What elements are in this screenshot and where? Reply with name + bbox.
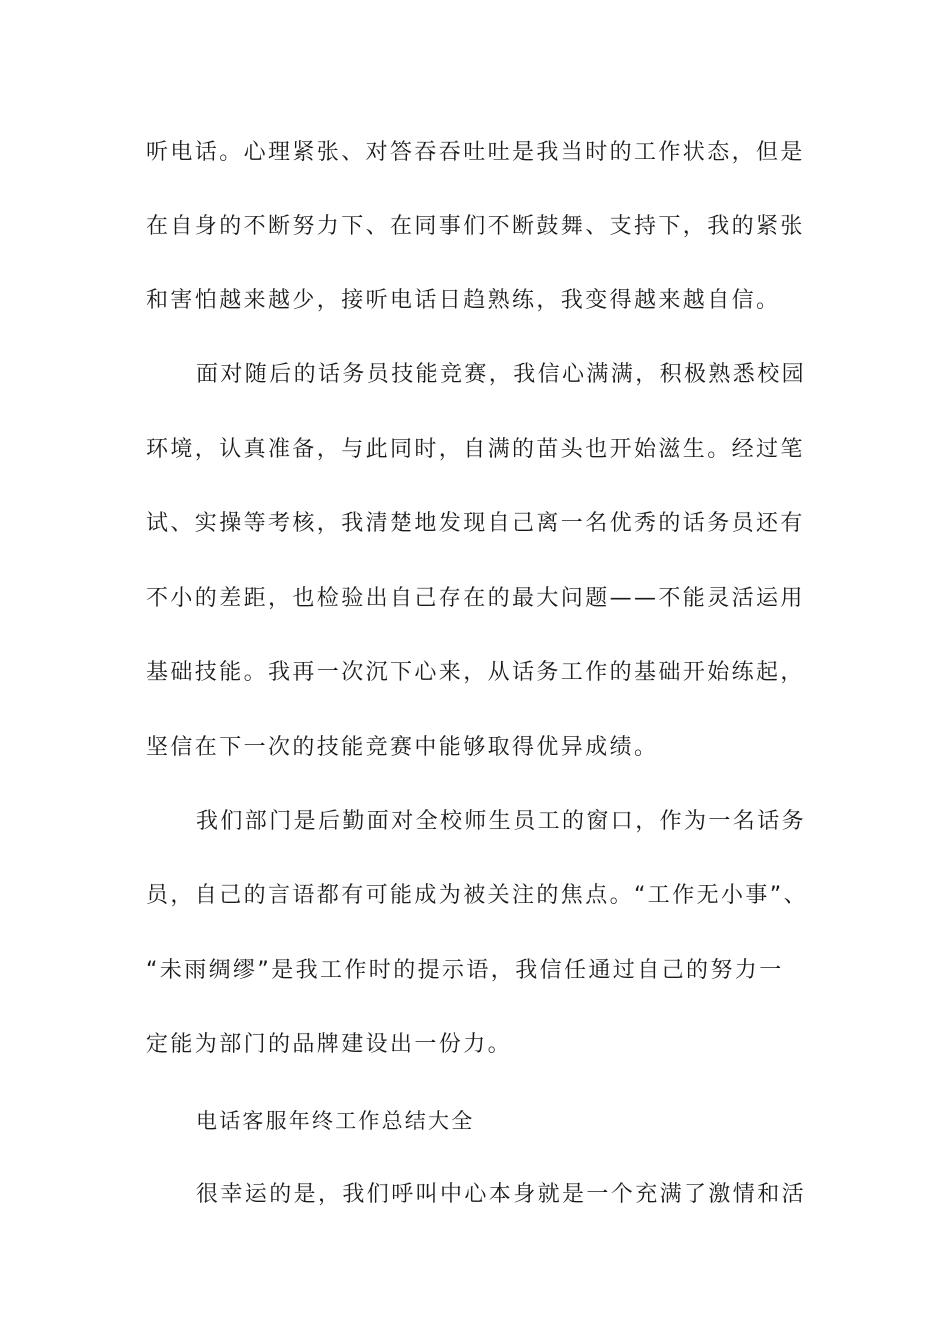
text-line-8: 基础技能。我再一次沉下心来，从话务工作的基础开始练起， [146,660,805,685]
text-line-12: “未雨绸缪”是我工作时的提示语，我信任通过自己的努力一 [146,958,784,983]
text-line-11: 员，自己的言语都有可能成为被关注的焦点。“工作无小事”、 [146,883,808,908]
text-line-10: 我们部门是后勤面对全校师生员工的窗口，作为一名话务 [196,809,807,834]
text-line-1: 听电话。心理紧张、对答吞吞吐吐是我当时的工作状态，但是 [146,140,805,165]
text-line-6: 试、实操等考核，我清楚地发现自己离一名优秀的话务员还有 [146,511,805,536]
text-line-2: 在自身的不断努力下、在同事们不断鼓舞、支持下，我的紧张 [146,214,805,239]
text-line-13: 定能为部门的品牌建设出一份力。 [146,1032,513,1057]
text-line-7: 不小的差距，也检验出自己存在的最大问题——不能灵活运用 [146,586,805,611]
text-line-4: 面对随后的话务员技能竞赛，我信心满满，积极熟悉校园 [196,362,807,387]
text-line-5: 环境，认真准备，与此同时，自满的苗头也开始滋生。经过笔 [146,437,805,462]
text-line-15: 很幸运的是，我们呼叫中心本身就是一个充满了激情和活 [196,1182,807,1207]
text-line-9: 坚信在下一次的技能竞赛中能够取得优异成绩。 [146,735,659,760]
text-line-3: 和害怕越来越少，接听电话日趋熟练，我变得越来越自信。 [146,288,781,313]
section-heading: 电话客服年终工作总结大全 [196,1109,475,1133]
